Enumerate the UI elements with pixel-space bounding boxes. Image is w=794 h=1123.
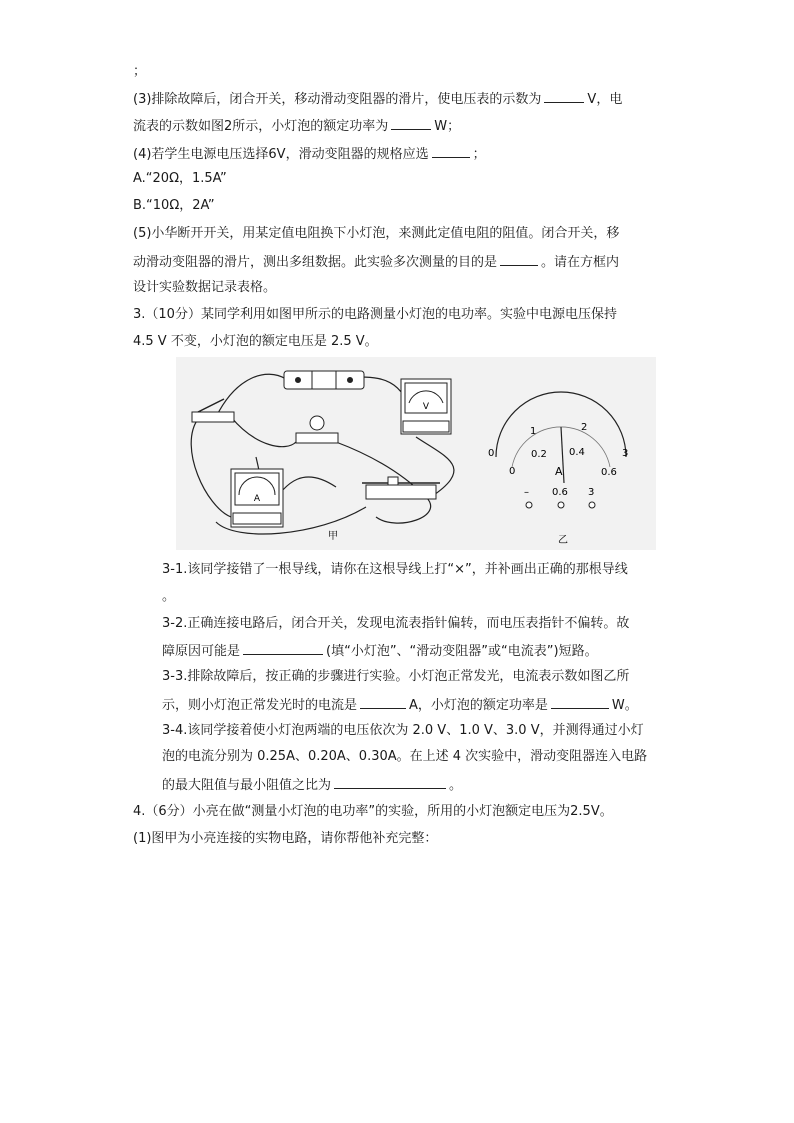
dial-outer-tick: 2 xyxy=(581,422,588,433)
q2-part5-line3: 设计实验数据记录表格。 xyxy=(133,280,277,295)
q3-4-line2: 泡的电流分别为 0.25A、0.20A、0.30A。在上述 4 次实验中，滑动变阻器连入电路 xyxy=(162,749,648,764)
q3-4-line1: 3-4.该同学接着使小灯泡两端的电压依次为 2.0 V、1.0 V、3.0 V，并测得通过小灯 xyxy=(162,723,644,738)
q3-3-text-b: A，小灯泡的额定功率是 xyxy=(409,698,548,713)
circuit-figure xyxy=(176,357,656,550)
q2-part3-line2 xyxy=(133,115,460,137)
q3-1-line2: 。 xyxy=(162,589,176,604)
answer-blank[interactable] xyxy=(432,143,470,158)
unit-v: V，电 xyxy=(587,92,623,107)
dial-outer-tick: 3 xyxy=(622,448,629,459)
dial-inner-tick: 0.4 xyxy=(569,447,585,458)
q3-2-line1: 3-2.正确连接电路后，闭合开关，发现电流表指针偏转，而电压表指针不偏转。故 xyxy=(162,616,630,631)
ammeter xyxy=(231,469,283,527)
battery xyxy=(284,371,364,389)
dial-inner-tick: 0.2 xyxy=(531,449,547,460)
answer-blank[interactable] xyxy=(360,694,406,709)
q3-3-line2 xyxy=(162,694,638,716)
q2-part3-line1 xyxy=(133,88,622,110)
figure-label-yi: 乙 xyxy=(558,535,568,546)
q2-part5-text-b: 动滑动变阻器的滑片，测出多组数据。此实验多次测量的目的是 xyxy=(133,255,498,270)
answer-blank[interactable] xyxy=(334,774,446,789)
q3-3-text-c: W。 xyxy=(611,698,638,713)
q2-part5-line2 xyxy=(133,251,619,273)
q3-4-line3 xyxy=(162,774,462,796)
dial-inner-tick: 0 xyxy=(509,466,516,477)
dial-inner-tick: 0.6 xyxy=(601,467,617,478)
answer-blank[interactable] xyxy=(500,251,538,266)
ammeter-symbol: A xyxy=(253,494,261,504)
q2-part4 xyxy=(133,143,486,165)
q2-part3-text-b: 流表的示数如图2所示，小灯泡的额定功率为 xyxy=(133,119,389,134)
voltmeter-symbol: V xyxy=(422,402,430,412)
q3-2-line2 xyxy=(162,640,598,662)
q2-part4-text: (4)若学生电源电压选择6V，滑动变阻器的规格应选 xyxy=(133,147,429,162)
q2-part5-end: 。请在方框内 xyxy=(541,255,620,270)
q3-4-text-b: 。 xyxy=(449,778,463,793)
q4-heading: 4.（6分）小亮在做“测量小灯泡的电功率”的实验，所用的小灯泡额定电压为2.5V。 xyxy=(133,804,613,819)
answer-blank[interactable] xyxy=(544,88,584,103)
q3-1-line1: 3-1.该同学接错了一根导线，请你在这根导线上打“×”，并补画出正确的那根导线 xyxy=(162,562,628,577)
q2-part4-end: ； xyxy=(472,147,486,162)
q3-3-text-a: 示，则小灯泡正常发光时的电流是 xyxy=(162,698,358,713)
top-fragment: ； xyxy=(133,64,147,79)
q3-2-text-a: 障原因可能是 xyxy=(162,644,241,659)
q2-part3-text-a: (3)排除故障后，闭合开关，移动滑动变阻器的滑片，使电压表的示数为 xyxy=(133,92,542,107)
voltmeter xyxy=(401,379,451,434)
option-b: B.“10Ω，2A” xyxy=(133,198,215,213)
dial-unit: A xyxy=(555,465,563,478)
q3-heading-line2: 4.5 V 不变，小灯泡的额定电压是 2.5 V。 xyxy=(133,334,378,349)
figure-label-jia: 甲 xyxy=(328,531,338,542)
dial-terminal: – xyxy=(524,487,529,498)
q3-heading-line1: 3.（10分）某同学利用如图甲所示的电路测量小灯泡的电功率。实验中电源电压保持 xyxy=(133,307,617,322)
option-a: A.“20Ω，1.5A” xyxy=(133,171,227,186)
q3-2-text-b: (填“小灯泡”、“滑动变阻器”或“电流表”)短路。 xyxy=(326,644,598,659)
q2-part5-line1: (5)小华断开开关，用某定值电阻换下小灯泡，来测此定值电阻的阻值。闭合开关，移 xyxy=(133,226,620,241)
q3-4-text-a: 的最大阻值与最小阻值之比为 xyxy=(162,778,332,793)
q3-3-line1: 3-3.排除故障后，按正确的步骤进行实验。小灯泡正常发光，电流表示数如图乙所 xyxy=(162,669,630,684)
dial-terminal: 0.6 xyxy=(552,487,568,498)
answer-blank[interactable] xyxy=(551,694,609,709)
dial-outer-tick: 0 xyxy=(488,448,495,459)
unit-w: W； xyxy=(434,119,461,134)
answer-blank[interactable] xyxy=(391,115,431,130)
q4-part1: (1)图甲为小亮连接的实物电路，请你帮他补充完整： xyxy=(133,831,438,846)
dial-terminal: 3 xyxy=(588,487,595,498)
answer-blank[interactable] xyxy=(243,640,323,655)
dial-outer-tick: 1 xyxy=(530,426,537,437)
